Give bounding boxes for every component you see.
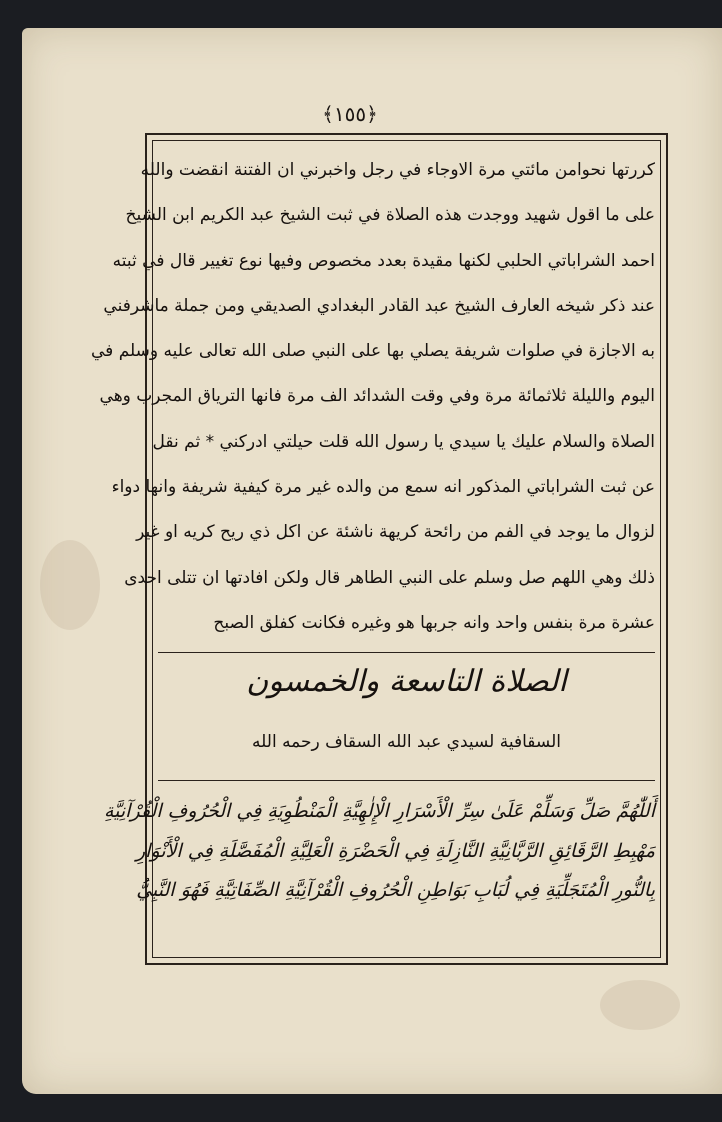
body-text xyxy=(91,148,655,646)
text-line: على ما اقول شهيد ووجدت هذه الصلاة في ثبت الشيخ عبد الكريم ابن الشيخ xyxy=(125,205,655,226)
voweled-line: بِالنُّورِ الْمُتَجَلِّيَةِ فِي لُبَابِ بَوَاطِنِ الْحُرُوفِ الْقُرْآنِيَّةِ الصِّفَاتِيَّةِ فَهُوَ النَّبِيُّ xyxy=(136,879,655,901)
section-divider xyxy=(158,652,655,653)
text-line: اليوم والليلة ثلاثمائة مرة وفي وقت الشدائد الف مرة فانها الترياق المجرب وهي xyxy=(99,386,655,407)
section-heading: الصلاة التاسعة والخمسون xyxy=(246,664,567,699)
paper-stain xyxy=(600,980,680,1030)
text-line: عند ذكر شيخه العارف الشيخ عبد القادر البغدادي الصديقي ومن جملة ماشرفني xyxy=(103,295,655,316)
text-line: ذلك وهي اللهم صل وسلم على النبي الطاهر قال ولكن افادتها ان تتلى احدى xyxy=(124,567,655,588)
section-divider xyxy=(158,780,655,781)
text-line: به الاجازة في صلوات شريفة يصلي بها على النبي صلى الله تعالى عليه وسلم في xyxy=(91,341,655,362)
text-line: عن ثبت الشراباتي المذكور انه سمع من والده غير مرة كيفية شريفة وانها دواء xyxy=(111,477,655,498)
paper-stain xyxy=(40,540,100,630)
page-number: ﴿١٥٥﴾ xyxy=(322,102,378,126)
text-line: لزوال ما يوجد في الفم من رائحة كريهة ناشئة عن اكل ذي ريح كريه او غير xyxy=(136,522,655,543)
section-subheading: السقافية لسيدي عبد الله السقاف رحمه الله xyxy=(252,732,561,752)
text-line: كررتها نحوامن مائتي مرة الاوجاء في رجل واخبرني ان الفتنة انقضت والله xyxy=(140,160,655,180)
voweled-line: مَهْبِطِ الرَّقَائِقِ الرَّبَّانِيَّةِ النَّازِلَةِ فِي الْحَضْرَةِ الْعَلِيَّةِ الْمُفَصَّلَةِ فِي الْأَنْوَارِ xyxy=(135,839,655,862)
text-line: الصلاة والسلام عليك يا سيدي يا رسول الله قلت حيلتي ادركني * ثم نقل xyxy=(152,431,655,452)
text-line: عشرة مرة بنفس واحد وانه جربها هو وغيره فكانت كفلق الصبح xyxy=(213,612,655,633)
text-line: احمد الشراباتي الحلبي لكنها مقيدة بعدد مخصوص وفيها نوع تغيير قال في ثبته xyxy=(112,250,655,271)
voweled-text xyxy=(103,792,655,911)
voweled-line: أَللّٰهُمَّ صَلِّ وَسَلِّمْ عَلَىٰ سِرِّ الْأَسْرَارِ الْإِلٰهِيَّةِ الْمَنْطُوِيَةِ فِي الْحُرُوفِ الْقُرْآنِيَّةِ xyxy=(103,800,655,822)
